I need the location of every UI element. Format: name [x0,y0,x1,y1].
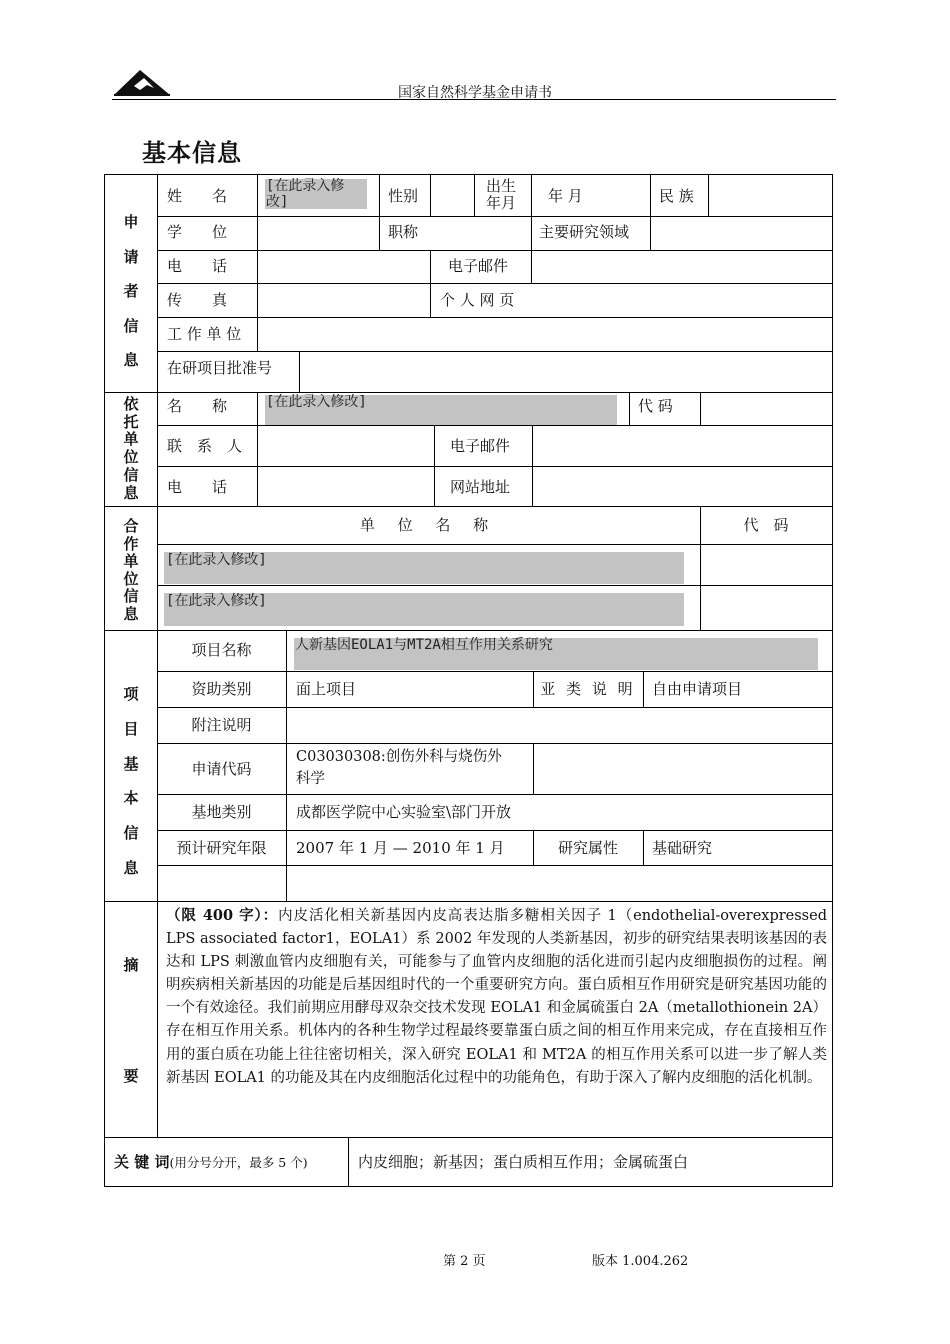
applicant-name-label: 姓 名 [167,187,228,205]
cooperation-unit-value: [在此录入修改] [166,593,267,609]
research-attribute-label: 研究属性 [557,839,618,857]
research-attribute-value: 基础研究 [652,839,713,857]
institution-name-value: [在此录入修改] [266,394,367,410]
page-number: 第 2 页 [443,1254,486,1269]
project-name-value: 人新基因EOLA1与MT2A相互作用关系研究 [295,637,553,653]
keywords-value: 内皮细胞；新基因；蛋白质相互作用；金属硫蛋白 [358,1153,689,1171]
research-period-label: 预计研究年限 [176,839,267,857]
contact-person-label: 联 系 人 [167,437,243,455]
cooperation-code-header: 代 码 [743,516,789,534]
research-field-label: 主要研究领域 [539,223,630,241]
funding-type-label: 资助类别 [191,680,252,698]
section-divider [105,506,832,507]
abstract-body: 内皮活化相关新基因内皮高表达脂多糖相关因子 1（endothelial-overexpressed LPS associated factor1，EOLA1）系 2002 年发现的人类新基因，初步的研究结果表明该基因的表达和 LPS 刺激血管内皮细胞有关，可能参与了血管内皮细胞的活化进而引起内皮细胞损伤的过程。阐明疾病相关新基因的功能是后基因组时代的一个重要研究方向。蛋白质相互作用研究是研究基因功能的一个有效途径。我们前期应用酵母双杂交技术发现 EOLA1 和金属硫蛋白 2A（metallothionein 2A）存在相互作用关系。机体内的各种生物学过程最终要靠蛋白质之间的相互作用来完成，存在直接相互作用的蛋白质在功能上往往密切相关，深入研究 EOLA1 和 MT2A 的相互作用关系可以进一步了解人类新基因 EOLA1 的功能及其在内皮细胞活化过程中的功能角色，有助于深入了解内皮细胞的活化机制。 [166,908,827,1086]
section-divider [105,901,832,902]
application-code-label: 申请代码 [191,760,252,778]
applicant-name-value: [在此录入修改] [266,178,345,210]
keywords-label-group [114,1153,308,1172]
personal-web-label: 个 人 网 页 [440,291,515,309]
birth-value: 年 月 [548,187,583,205]
basic-info-form [104,174,833,1187]
project-name-label: 项目名称 [191,641,252,659]
section-title: 基本信息 [142,138,242,167]
institution-name-label: 名 称 [167,397,228,415]
document-header-title: 国家自然科学基金申请书 [398,85,552,101]
section-divider [105,392,832,393]
applicant-side-label: 申请者信息 [123,213,139,369]
abstract-side-label-2: 要 [123,1067,139,1085]
abstract-side-label-1: 摘 [123,956,139,974]
applicant-email-label: 电子邮件 [448,257,509,275]
base-type-value: 成都医学院中心实验室\部门开放 [296,803,512,821]
institution-side-label: 依托单位信息 [123,395,139,502]
subtype-value: 自由申请项目 [652,680,743,698]
degree-label: 学 位 [167,223,228,241]
cooperation-side-label: 合作单位信息 [123,517,139,623]
fax-label: 传 真 [167,291,228,309]
application-code-value-line2: 科学 [296,771,325,787]
ethnic-label: 民 族 [659,187,694,205]
abstract-text [166,904,827,1090]
section-divider [105,1137,832,1138]
subtype-label: 亚 类 说 明 [540,680,636,698]
title-label: 职称 [388,223,419,241]
header-divider [112,99,836,100]
keywords-hint: (用分号分开，最多 5 个) [169,1155,308,1170]
application-code-value-line1: C03030308:创伤外科与烧伤外 [296,749,502,765]
abstract-limit-label: （限 400 字）： [166,907,279,924]
institution-phone-label: 电 话 [167,478,228,496]
version-label: 版本 1.004.262 [592,1254,689,1269]
base-type-label: 基地类别 [191,803,252,821]
keywords-label: 关 键 词 [114,1153,170,1171]
project-number-label: 在研项目批准号 [167,359,273,377]
funding-type-value: 面上项目 [296,680,357,698]
institution-email-label: 电子邮件 [450,437,511,455]
phone-label: 电 话 [167,257,228,275]
section-divider [105,630,832,631]
cooperation-unit-value: [在此录入修改] [166,552,267,568]
website-label: 网站地址 [450,478,511,496]
cooperation-name-header: 单 位 名 称 [359,516,498,534]
note-label: 附注说明 [191,716,252,734]
institution-code-label: 代 码 [638,397,673,415]
research-period-value: 2007 年 1 月 — 2010 年 1 月 [296,839,505,857]
birth-label: 出生年月 [486,178,517,212]
gender-label: 性别 [388,187,419,205]
work-unit-label: 工 作 单 位 [167,325,242,343]
project-side-label: 项目基本信息 [123,685,139,877]
